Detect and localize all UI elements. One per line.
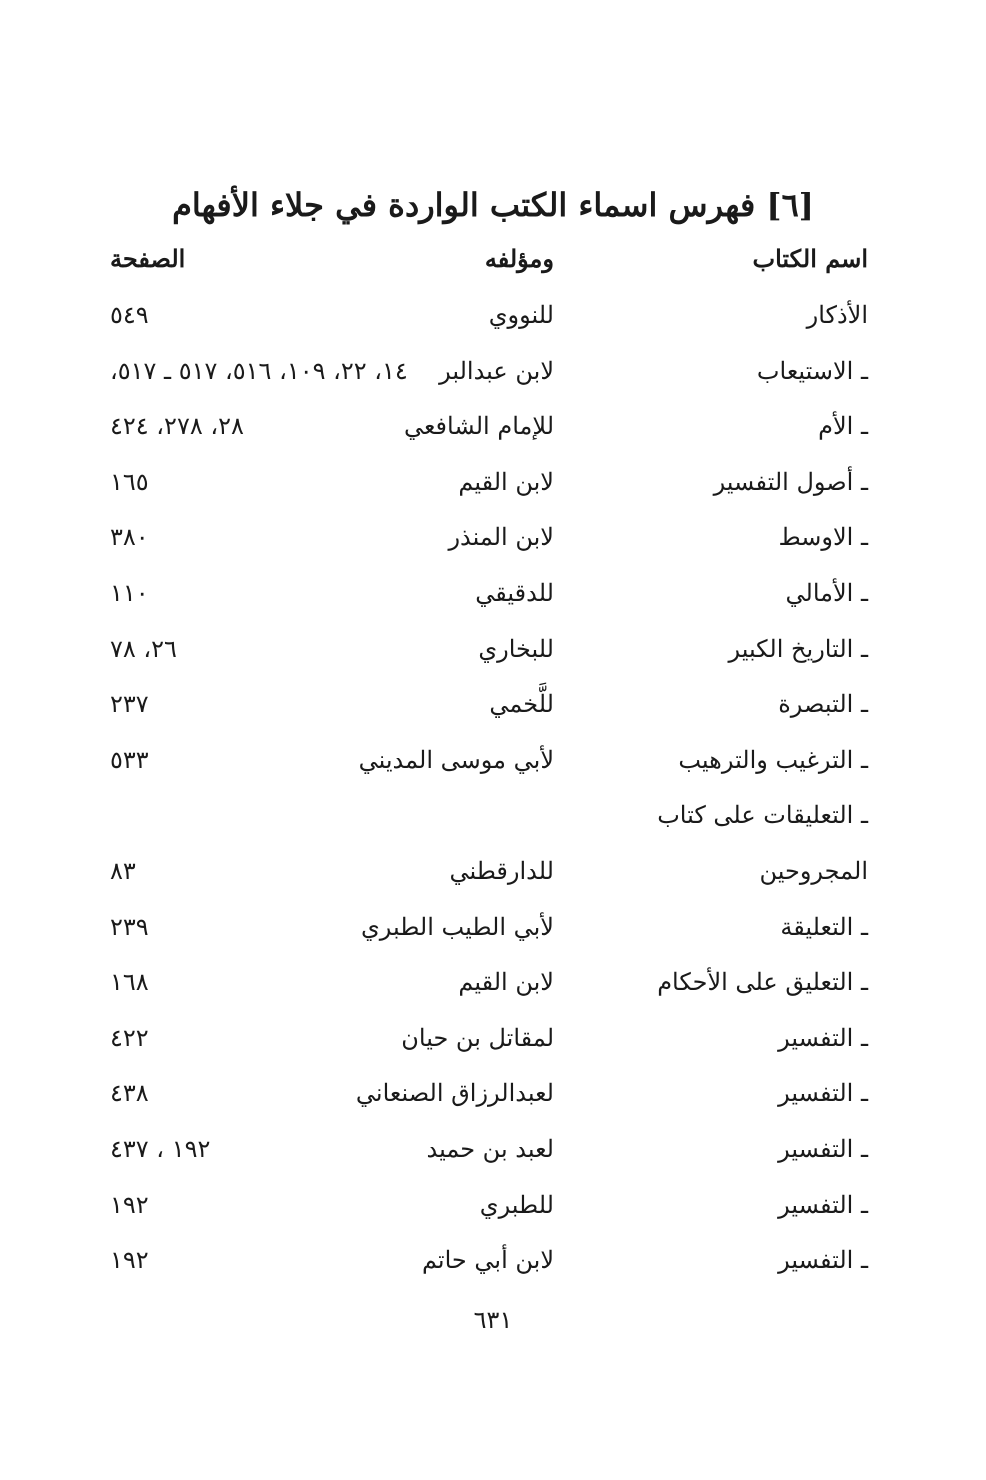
book-title: ـ التفسير — [778, 1079, 868, 1108]
page-refs: ٢٣٧ — [110, 690, 149, 719]
book-title: ـ التفسير — [778, 1246, 868, 1275]
book-title: ـ الأمالي — [785, 579, 868, 607]
header-book: اسم الكتاب — [752, 244, 868, 273]
page-refs: ٤٣٨ — [110, 1079, 149, 1108]
page-refs: ١١٠ — [110, 579, 149, 607]
book-author: لمقاتل بن حيان — [401, 1023, 554, 1052]
book-author: لابن القيم — [458, 968, 554, 997]
table-row — [0, 790, 986, 840]
book-title: ـ التعليق على الأحكام — [657, 968, 868, 997]
table-row — [0, 1013, 986, 1063]
book-author: للبخاري — [478, 634, 554, 663]
book-author: للطبري — [479, 1190, 554, 1219]
page-number: ٦٣١ — [473, 1306, 513, 1334]
table-row — [0, 735, 986, 785]
book-title: المجروحين — [759, 857, 868, 885]
book-title: ـ الاوسط — [778, 523, 868, 552]
page-refs: ١٦٨ — [110, 968, 149, 997]
book-title: ـ التعليقة — [780, 912, 868, 941]
table-row — [0, 457, 986, 507]
header-author: ومؤلفه — [484, 244, 554, 273]
book-author: لعبدالرزاق الصنعاني — [355, 1079, 554, 1108]
book-author: للنووي — [488, 301, 554, 329]
book-author: للَّخمي — [489, 690, 554, 719]
book-title: ـ الترغيب والترهيب — [678, 745, 868, 774]
book-title: ـ الاستيعاب — [756, 356, 868, 385]
book-author: لأبي موسى المديني — [358, 745, 554, 774]
book-author: لابن عبدالبر — [439, 356, 554, 385]
table-header — [0, 234, 986, 284]
book-title: ـ التعليقات على كتاب — [657, 801, 868, 830]
table-row — [0, 679, 986, 729]
table-row — [0, 1124, 986, 1174]
table-row — [0, 624, 986, 674]
table-row — [0, 290, 986, 340]
book-author: للدارقطني — [449, 857, 554, 885]
book-author: لابن المنذر — [448, 523, 554, 552]
page-refs: ٥٣٣ — [110, 745, 149, 774]
page-refs: ٨٣ — [110, 857, 136, 885]
table-row — [0, 902, 986, 952]
page-refs: ٣٨٠ — [110, 523, 149, 552]
page-refs: ٥٤٩ — [110, 301, 149, 329]
page-refs: ٢٣٩ — [110, 912, 149, 941]
book-author: لعبد بن حميد — [426, 1135, 554, 1163]
book-author: لابن القيم — [458, 467, 554, 496]
page-refs: ١٩٢ — [110, 1246, 149, 1275]
table-row — [0, 346, 986, 396]
page-refs: ٤٢٢ — [110, 1023, 149, 1052]
book-title: ـ التاريخ الكبير — [728, 634, 868, 663]
book-author: للدقيقي — [475, 579, 554, 607]
book-title: ـ الأم — [818, 412, 868, 441]
page-refs: ١٩٢ ، ٤٣٧ — [110, 1135, 211, 1163]
table-row — [0, 401, 986, 451]
table-row — [0, 1180, 986, 1230]
table-row — [0, 1235, 986, 1285]
book-title: الأذكار — [806, 301, 868, 329]
header-page: الصفحة — [110, 244, 186, 273]
page-title: [٦] فهرس اسماء الكتب الواردة في جلاء الأفهام — [172, 186, 814, 224]
book-author: للإمام الشافعي — [403, 412, 554, 441]
page-refs: ١٦٥ — [110, 467, 149, 496]
page-refs: ١٤، ٢٢، ١٠٩، ٥١٦، ٥١٧ ـ ٥١٧، — [110, 356, 408, 385]
table-row — [0, 957, 986, 1007]
book-title: ـ التبصرة — [778, 690, 868, 719]
page-refs: ٢٦، ٧٨ — [110, 634, 177, 663]
book-title: ـ التفسير — [778, 1023, 868, 1052]
book-title: ـ التفسير — [778, 1135, 868, 1163]
page-refs: ٢٨، ٢٧٨، ٤٢٤ — [110, 412, 244, 441]
table-row — [0, 568, 986, 618]
book-author: لأبي الطيب الطبري — [360, 912, 554, 941]
table-row — [0, 1068, 986, 1118]
book-title: ـ التفسير — [778, 1190, 868, 1219]
table-row — [0, 512, 986, 562]
book-title: ـ أصول التفسير — [713, 467, 868, 496]
book-author: لابن أبي حاتم — [421, 1246, 554, 1275]
table-row — [0, 846, 986, 896]
page-refs: ١٩٢ — [110, 1190, 149, 1219]
